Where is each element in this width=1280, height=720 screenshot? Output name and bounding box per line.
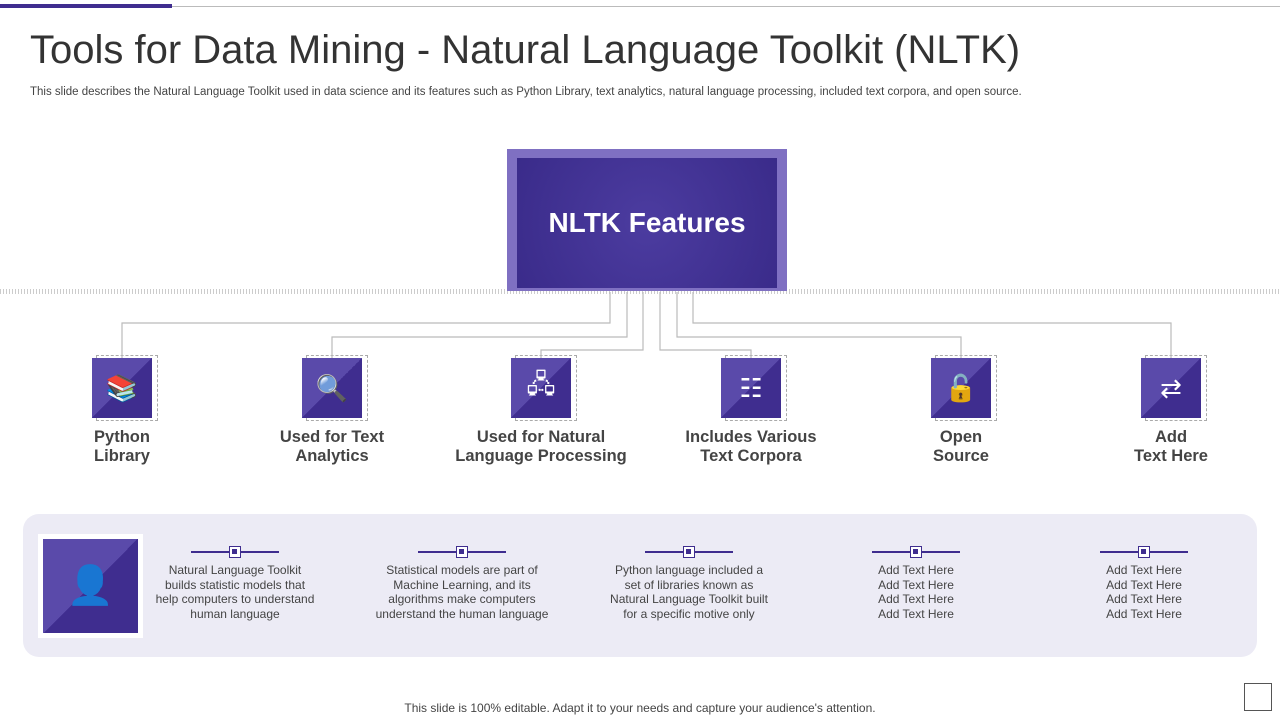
detail-text-line: Add Text Here (1106, 592, 1182, 606)
detail-column (135, 545, 335, 621)
detail-text-line: Statistical models are part of (386, 563, 538, 577)
page-title: Tools for Data Mining - Natural Language Toolkit (NLTK) (30, 28, 1021, 72)
detail-text-line: Add Text Here (878, 606, 954, 621)
column-marker (1044, 545, 1244, 559)
analytics-search-icon: 🔍 (302, 358, 362, 418)
feature-label: Includes Various Text Corpora (685, 428, 817, 465)
detail-text-line: Machine Learning, and its (393, 577, 531, 592)
detail-column (1044, 545, 1244, 621)
feature-item (841, 358, 1081, 466)
head-analytics-icon: 👤 (43, 539, 138, 633)
detail-text-line: set of libraries known as (624, 577, 754, 592)
hub-title: NLTK Features (517, 158, 777, 288)
page-subtitle: This slide describes the Natural Language Toolkit used in data science and its features such as Python Library, text analytics, natural language processing, included text corpora, and open source. (30, 86, 1022, 98)
feature-label: Add Text Here (1134, 428, 1208, 465)
detail-text-line: Add Text Here (1106, 606, 1182, 621)
transfer-icon: ⇄ (1141, 358, 1201, 418)
feature-label: Used for Natural Language Processing (455, 428, 627, 465)
sliders-icon: ☷ (721, 358, 781, 418)
corner-box (1244, 683, 1272, 711)
column-marker (816, 545, 1016, 559)
detail-text-line: Add Text Here (878, 577, 954, 592)
panel-image (38, 534, 143, 638)
books-icon: 📚 (92, 358, 152, 418)
detail-text-line: Python language included a (614, 563, 764, 577)
detail-text-line: algorithms make computers (388, 592, 536, 606)
open-lock-icon: 🔓 (931, 358, 991, 418)
feature-item (421, 358, 661, 466)
feature-item (2, 358, 242, 466)
footer-note: This slide is 100% editable. Adapt it to your needs and capture your audience's attention. (404, 701, 876, 715)
feature-item (1051, 358, 1280, 466)
feature-label: Used for Text Analytics (279, 428, 385, 465)
feature-label: Python Library (94, 428, 150, 465)
feature-label: Open Source (933, 428, 989, 465)
column-marker (589, 545, 789, 559)
detail-text-line: Natural Language Toolkit (168, 563, 302, 577)
column-marker (135, 545, 335, 559)
detail-text-line: Natural Language Toolkit built (610, 592, 768, 606)
column-marker (362, 545, 562, 559)
detail-text-line: for a specific motive only (623, 606, 755, 621)
detail-text-line: Add Text Here (878, 592, 954, 606)
detail-text-line: builds statistic models that (164, 577, 306, 592)
chip-server-icon: 🖧 (511, 358, 571, 418)
detail-text-line: understand the human language (375, 606, 549, 621)
detail-column (816, 545, 1016, 621)
detail-column (589, 545, 789, 621)
feature-item (631, 358, 871, 466)
detail-column (362, 545, 562, 621)
feature-item (212, 358, 452, 466)
detail-text-line: Add Text Here (1106, 577, 1182, 592)
detail-text-line: help computers to understand (155, 592, 315, 606)
detail-text-line: Add Text Here (1106, 563, 1182, 577)
detail-text-line: human language (190, 606, 280, 621)
detail-text-line: Add Text Here (878, 563, 954, 577)
